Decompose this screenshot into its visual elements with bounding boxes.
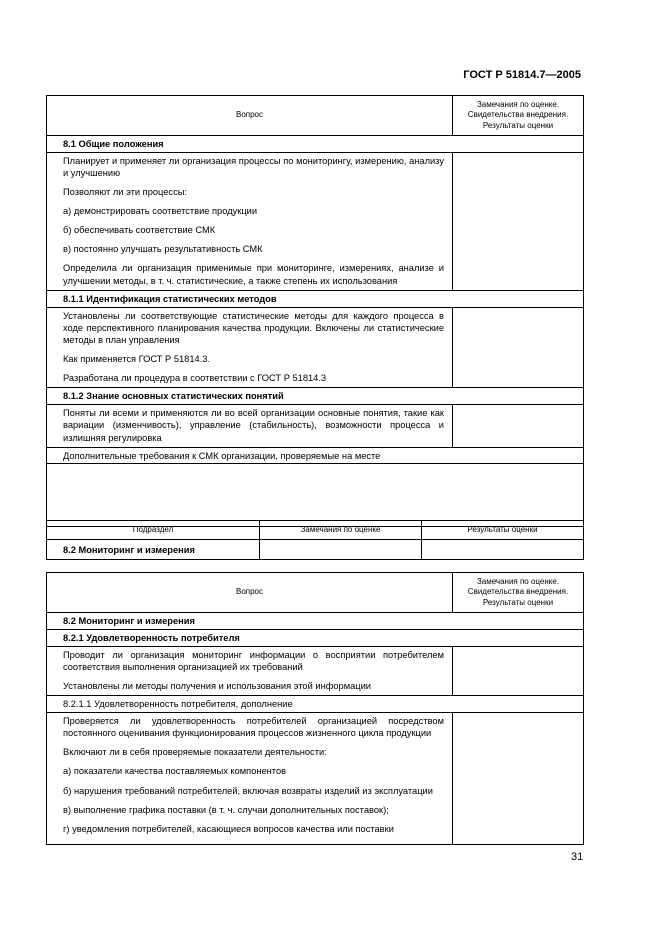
column-header-question: Вопрос [47,96,453,136]
question-text: Проверяется ли удовлетворенность потребителей организацией посредством постоянного оценивания функционирования процессов жизненного цикла продукции [63,716,444,739]
question-text: Определила ли организация применимые при мониторинге, измерениях, анализе и улучшении методы, в т. ч. статистические, а также степень их использования [63,263,444,286]
remarks-cell[interactable] [453,647,584,696]
question-cell [47,647,453,696]
subsection-table [46,520,584,560]
remarks-cell[interactable] [453,308,584,388]
column-header-question: Вопрос [47,573,453,613]
column-header-remarks [453,573,584,613]
question-text: Как применяется ГОСТ Р 51814.3. [63,354,211,365]
additional-requirements-cell[interactable] [47,463,584,526]
question-cell [47,308,453,388]
remarks-cell[interactable] [453,713,584,845]
column-header-results: Результаты оценки [422,521,584,540]
question-cell [47,713,453,845]
question-text: Установлены ли методы получения и использования этой информации [63,681,371,692]
list-item: б) обеспечивать соответствие СМК [63,225,216,236]
section-heading: 8.2 Мониторинг и измерения [47,613,584,630]
column-header-subsection: Подраздел [47,521,260,540]
section-heading: 8.1.1 Идентификация статистических методов [47,291,584,308]
subsection-name: 8.2 Мониторинг и измерения [47,540,260,560]
audit-table-8-1 [46,95,584,527]
remarks-cell[interactable] [453,153,584,291]
column-header-remarks-line: Замечания по оценке. [476,576,560,586]
question-text: Проводит ли организация мониторинг информации о восприятии потребителем соответствия выполнения организацией их требований [63,650,444,673]
column-header-remarks: Замечания по оценке [260,521,422,540]
section-heading: 8.1.2 Знание основных статистических понятий [47,388,584,405]
results-cell[interactable] [422,540,584,560]
audit-table-8-2 [46,572,584,845]
list-item: а) демонстрировать соответствие продукции [63,206,258,217]
question-text: Поняты ли всеми и применяются ли во всей организации основные понятия, такие как вариации (изменчивость), управление (стабильность), возможности процесса и излишняя регулировка [63,408,444,443]
question-text: Разработана ли процедура в соответствии с ГОСТ Р 51814.3 [63,373,327,384]
list-item: а) показатели качества поставляемых компонентов [63,766,287,777]
list-item: б) нарушения требований потребителей, включая возвраты изделий из эксплуатации [63,785,433,796]
column-header-remarks-line: Свидетельства внедрения. [467,587,569,597]
question-text: Включают ли в себя проверяемые показатели деятельности: [63,747,327,758]
column-header-remarks-line: Свидетельства внедрения. [467,110,569,120]
page-number: 31 [571,851,584,863]
column-header-remarks [453,96,584,136]
question-text: Позволяют ли эти процессы: [63,187,187,198]
question-text: Установлены ли соответствующие статистические методы для каждого процесса в ходе перспективного планирования качества продукции. Включены ли статистические методы в план управления [63,311,444,346]
additional-requirements-heading: Дополнительные требования к СМК организации, проверяемые на месте [47,447,584,463]
column-header-remarks-line: Результаты оценки [482,120,554,130]
document-id: ГОСТ Р 51814.7—2005 [463,69,581,81]
question-text: Планирует и применяет ли организация процессы по мониторингу, измерению, анализу и улучшению [63,156,444,179]
column-header-remarks-line: Результаты оценки [482,597,554,607]
question-cell [47,405,453,447]
remarks-cell[interactable] [453,405,584,447]
section-heading: 8.1 Общие положения [47,136,584,153]
remarks-cell[interactable] [260,540,422,560]
list-item: г) уведомления потребителей, касающиеся вопросов качества или поставки [63,823,394,834]
list-item: в) постоянно улучшать результативность СМК [63,244,263,255]
section-heading: 8.2.1.1 Удовлетворенность потребителя, дополнение [47,696,584,713]
section-heading: 8.2.1 Удовлетворенность потребителя [47,630,584,647]
column-header-remarks-line: Замечания по оценке. [476,99,560,109]
question-cell [47,153,453,291]
list-item: в) выполнение графика поставки (в т. ч. случаи дополнительных поставок); [63,804,389,815]
